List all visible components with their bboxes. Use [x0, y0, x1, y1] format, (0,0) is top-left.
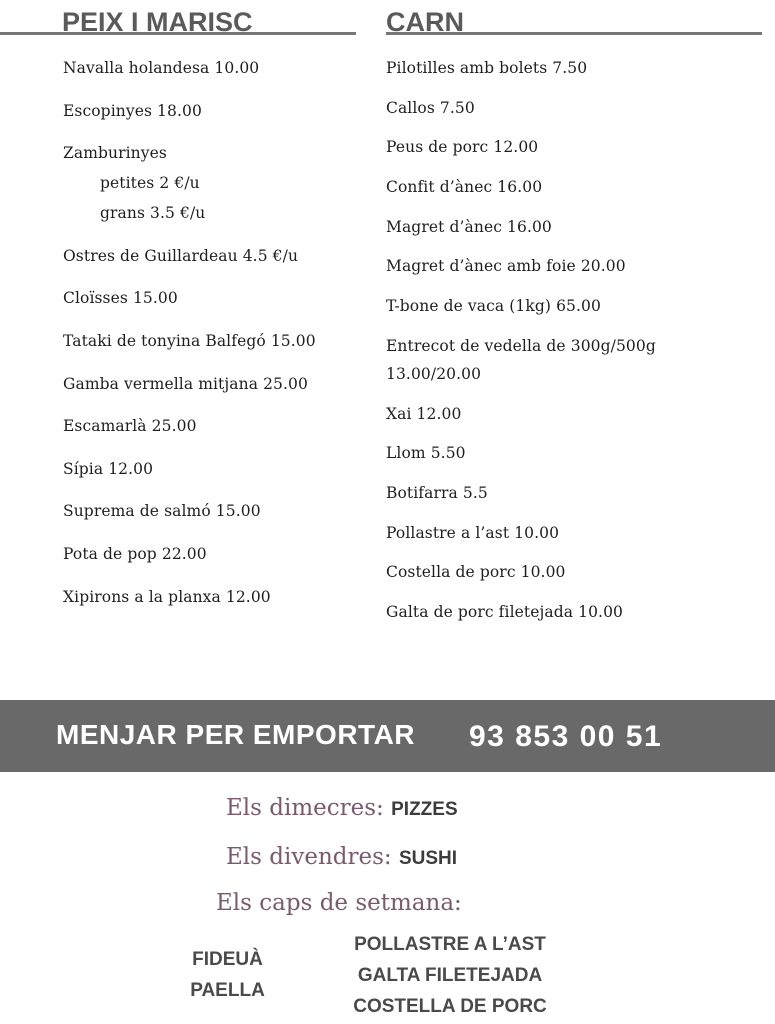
menu-item: Escamarlà 25.00 [63, 417, 197, 436]
menu-item: Entrecot de vedella de 300g/500g 13.00/20.00 [386, 336, 762, 384]
weekend-dish: POLLASTRE A L’AST [354, 934, 546, 955]
menu-item: Xipirons a la planxa 12.00 [63, 587, 271, 606]
menu-item: Magret d’ànec 16.00 [386, 217, 552, 236]
special-dish: PIZZES [391, 799, 458, 820]
menu-item: Galta de porc filetejada 10.00 [386, 602, 624, 621]
meat-title: CARN [386, 0, 762, 35]
special-weekend [216, 892, 462, 915]
menu-item: Llom 5.50 [386, 444, 466, 463]
special-wednesday [226, 797, 458, 820]
menu-item: Escopinyes 18.00 [63, 101, 202, 120]
menu-item: Ostres de Guillardeau 4.5 €/u [63, 246, 299, 265]
menu-item: Peus de porc 12.00 [386, 138, 539, 157]
menu-subitem: petites 2 €/u [100, 174, 200, 193]
menu-item: Gamba vermella mitjana 25.00 [63, 374, 308, 393]
menu-item: T-bone de vaca (1kg) 65.00 [386, 297, 601, 316]
menu-item: Zamburinyes petites 2 €/u grans 3.5 €/u [63, 143, 356, 223]
menu-item: Pota de pop 22.00 [63, 544, 207, 563]
seafood-list [0, 35, 356, 607]
menu-item: Sípia 12.00 [63, 459, 154, 478]
weekend-dish: PAELLA [190, 980, 265, 1001]
menu-item: Suprema de salmó 15.00 [63, 502, 261, 521]
weekend-left-list [170, 944, 285, 1006]
takeaway-banner [0, 700, 775, 772]
special-day: Els dimecres: [226, 795, 384, 821]
menu-item: Xai 12.00 [386, 404, 462, 423]
special-friday [226, 846, 457, 869]
menu-item: Tataki de tonyina Balfegó 15.00 [63, 331, 316, 350]
special-day: Els caps de setmana: [216, 890, 462, 916]
special-dish: SUSHI [398, 848, 458, 869]
takeaway-label: MENJAR PER EMPORTAR [56, 719, 416, 750]
menu-subitem: grans 3.5 €/u [100, 204, 206, 223]
menu-item: Costella de porc 10.00 [386, 563, 566, 582]
meat-section [386, 0, 762, 642]
weekend-dish: GALTA FILETEJADA [357, 965, 543, 986]
seafood-section [0, 0, 356, 629]
seafood-title: PEIX I MARISC [0, 0, 356, 35]
menu-item: Cloïsses 15.00 [63, 289, 178, 308]
meat-list [386, 35, 762, 622]
menu-item: Confit d’ànec 16.00 [386, 178, 543, 197]
menu-item: Magret d’ànec amb foie 20.00 [386, 257, 626, 276]
menu-item: Pollastre a l’ast 10.00 [386, 523, 560, 542]
phone-number: 93 853 00 51 [469, 720, 663, 753]
menu-item: Navalla holandesa 10.00 [63, 59, 260, 77]
weekend-dish: FIDEUÀ [192, 949, 263, 970]
special-day: Els divendres: [226, 844, 392, 870]
menu-item: Callos 7.50 [386, 98, 475, 117]
weekend-dish: COSTELLA DE PORC [353, 996, 547, 1017]
menu-item-price: 13.00/20.00 [386, 364, 482, 383]
weekend-right-list [320, 929, 580, 1022]
menu-item: Pilotilles amb bolets 7.50 [386, 59, 588, 77]
menu-item: Botifarra 5.5 [386, 483, 488, 502]
